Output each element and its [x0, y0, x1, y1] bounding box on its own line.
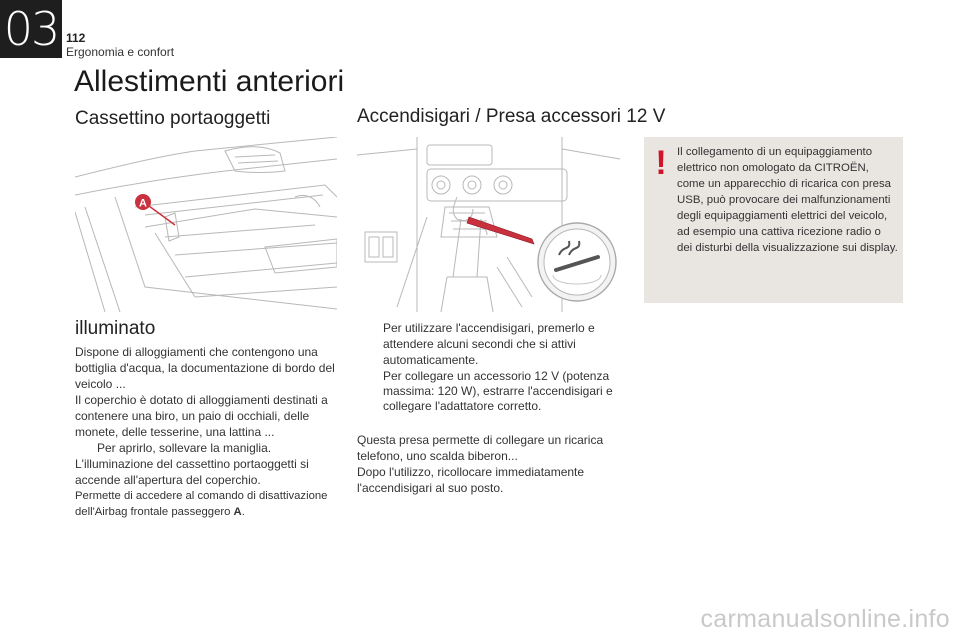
lighter-bullet-2-text: Per collegare un accessorio 12 V (potenza massima: 120 W), estrarre l'accendisigari e collegare l'adattatore corretto. [383, 369, 613, 413]
lighter-bullet-1-text: Per utilizzare l'accendisigari, premerlo e attendere alcuni secondi che si attivi automaticamente. [383, 321, 595, 367]
glovebox-paragraph-1: Dispone di alloggiamenti che contengono una bottiglia d'acqua, la documentazione di bordo del veicolo ... [75, 345, 335, 391]
page-number: 112 [66, 31, 86, 45]
lighter-note-2: Dopo l'utilizzo, ricollocare immediatamente l'accendisigari al suo posto. [357, 465, 585, 495]
glovebox-bullet [75, 440, 340, 456]
exclamation-icon: ! [655, 144, 667, 182]
cigarette-lighter-closeup-icon [538, 223, 616, 301]
glovebox-drawing [75, 137, 337, 312]
lighter-note [357, 432, 627, 496]
chapter-name: Ergonomia e confort [66, 45, 175, 59]
glovebox-paragraph-2: Il coperchio è dotato di alloggiamenti destinati a contenere una biro, un paio di occhiali, delle monete, delle tesserine, una lattina ... [75, 393, 328, 439]
lighter-illustration [357, 137, 620, 312]
lighter-bullet-1 [363, 320, 625, 368]
page-title: Allestimenti anteriori [74, 65, 345, 98]
glovebox-paragraph-4-text: Permette di accedere al comando di disattivazione dell'Airbag frontale passeggero [75, 490, 328, 518]
lighter-note-1: Questa presa permette di collegare un ricarica telefono, uno scalda biberon... [357, 433, 604, 463]
watermark: carmanualsonline.info [700, 605, 950, 633]
warning-box [644, 137, 903, 303]
callout-a-reference: A [233, 506, 242, 518]
chapter-tab [0, 0, 62, 58]
callout-a-label: A [139, 197, 147, 210]
lighter-drawing [357, 137, 620, 312]
lighter-instructions [363, 320, 625, 415]
lighter-section-title: Accendisigari / Presa accessori 12 V [357, 106, 666, 127]
glovebox-description [75, 344, 340, 520]
chapter-number: 03 [3, 2, 59, 56]
glovebox-bullet-text: Per aprirlo, sollevare la maniglia. [97, 441, 272, 455]
glovebox-section-title: Cassettino portaoggetti [75, 108, 271, 129]
warning-text: Il collegamento di un equipaggiamento elettrico non omologato da CITROËN, come un apparecchio di ricarica con presa USB, può provocare dei malfunzionamenti degli equipaggiamenti elettrici del veicolo, ad esempio una cattiva ricezione radio o dei disturbi della visualizzazione sui display. [677, 146, 898, 254]
glovebox-paragraph-4-end: . [241, 506, 245, 518]
glovebox-subtitle: illuminato [75, 318, 156, 339]
glovebox-illustration [75, 137, 337, 312]
lighter-bullet-2 [363, 369, 625, 414]
glovebox-paragraph-3: L'illuminazione del cassettino portaoggetti si accende all'apertura del coperchio. [75, 457, 309, 487]
glovebox-paragraph-4 [75, 488, 340, 520]
